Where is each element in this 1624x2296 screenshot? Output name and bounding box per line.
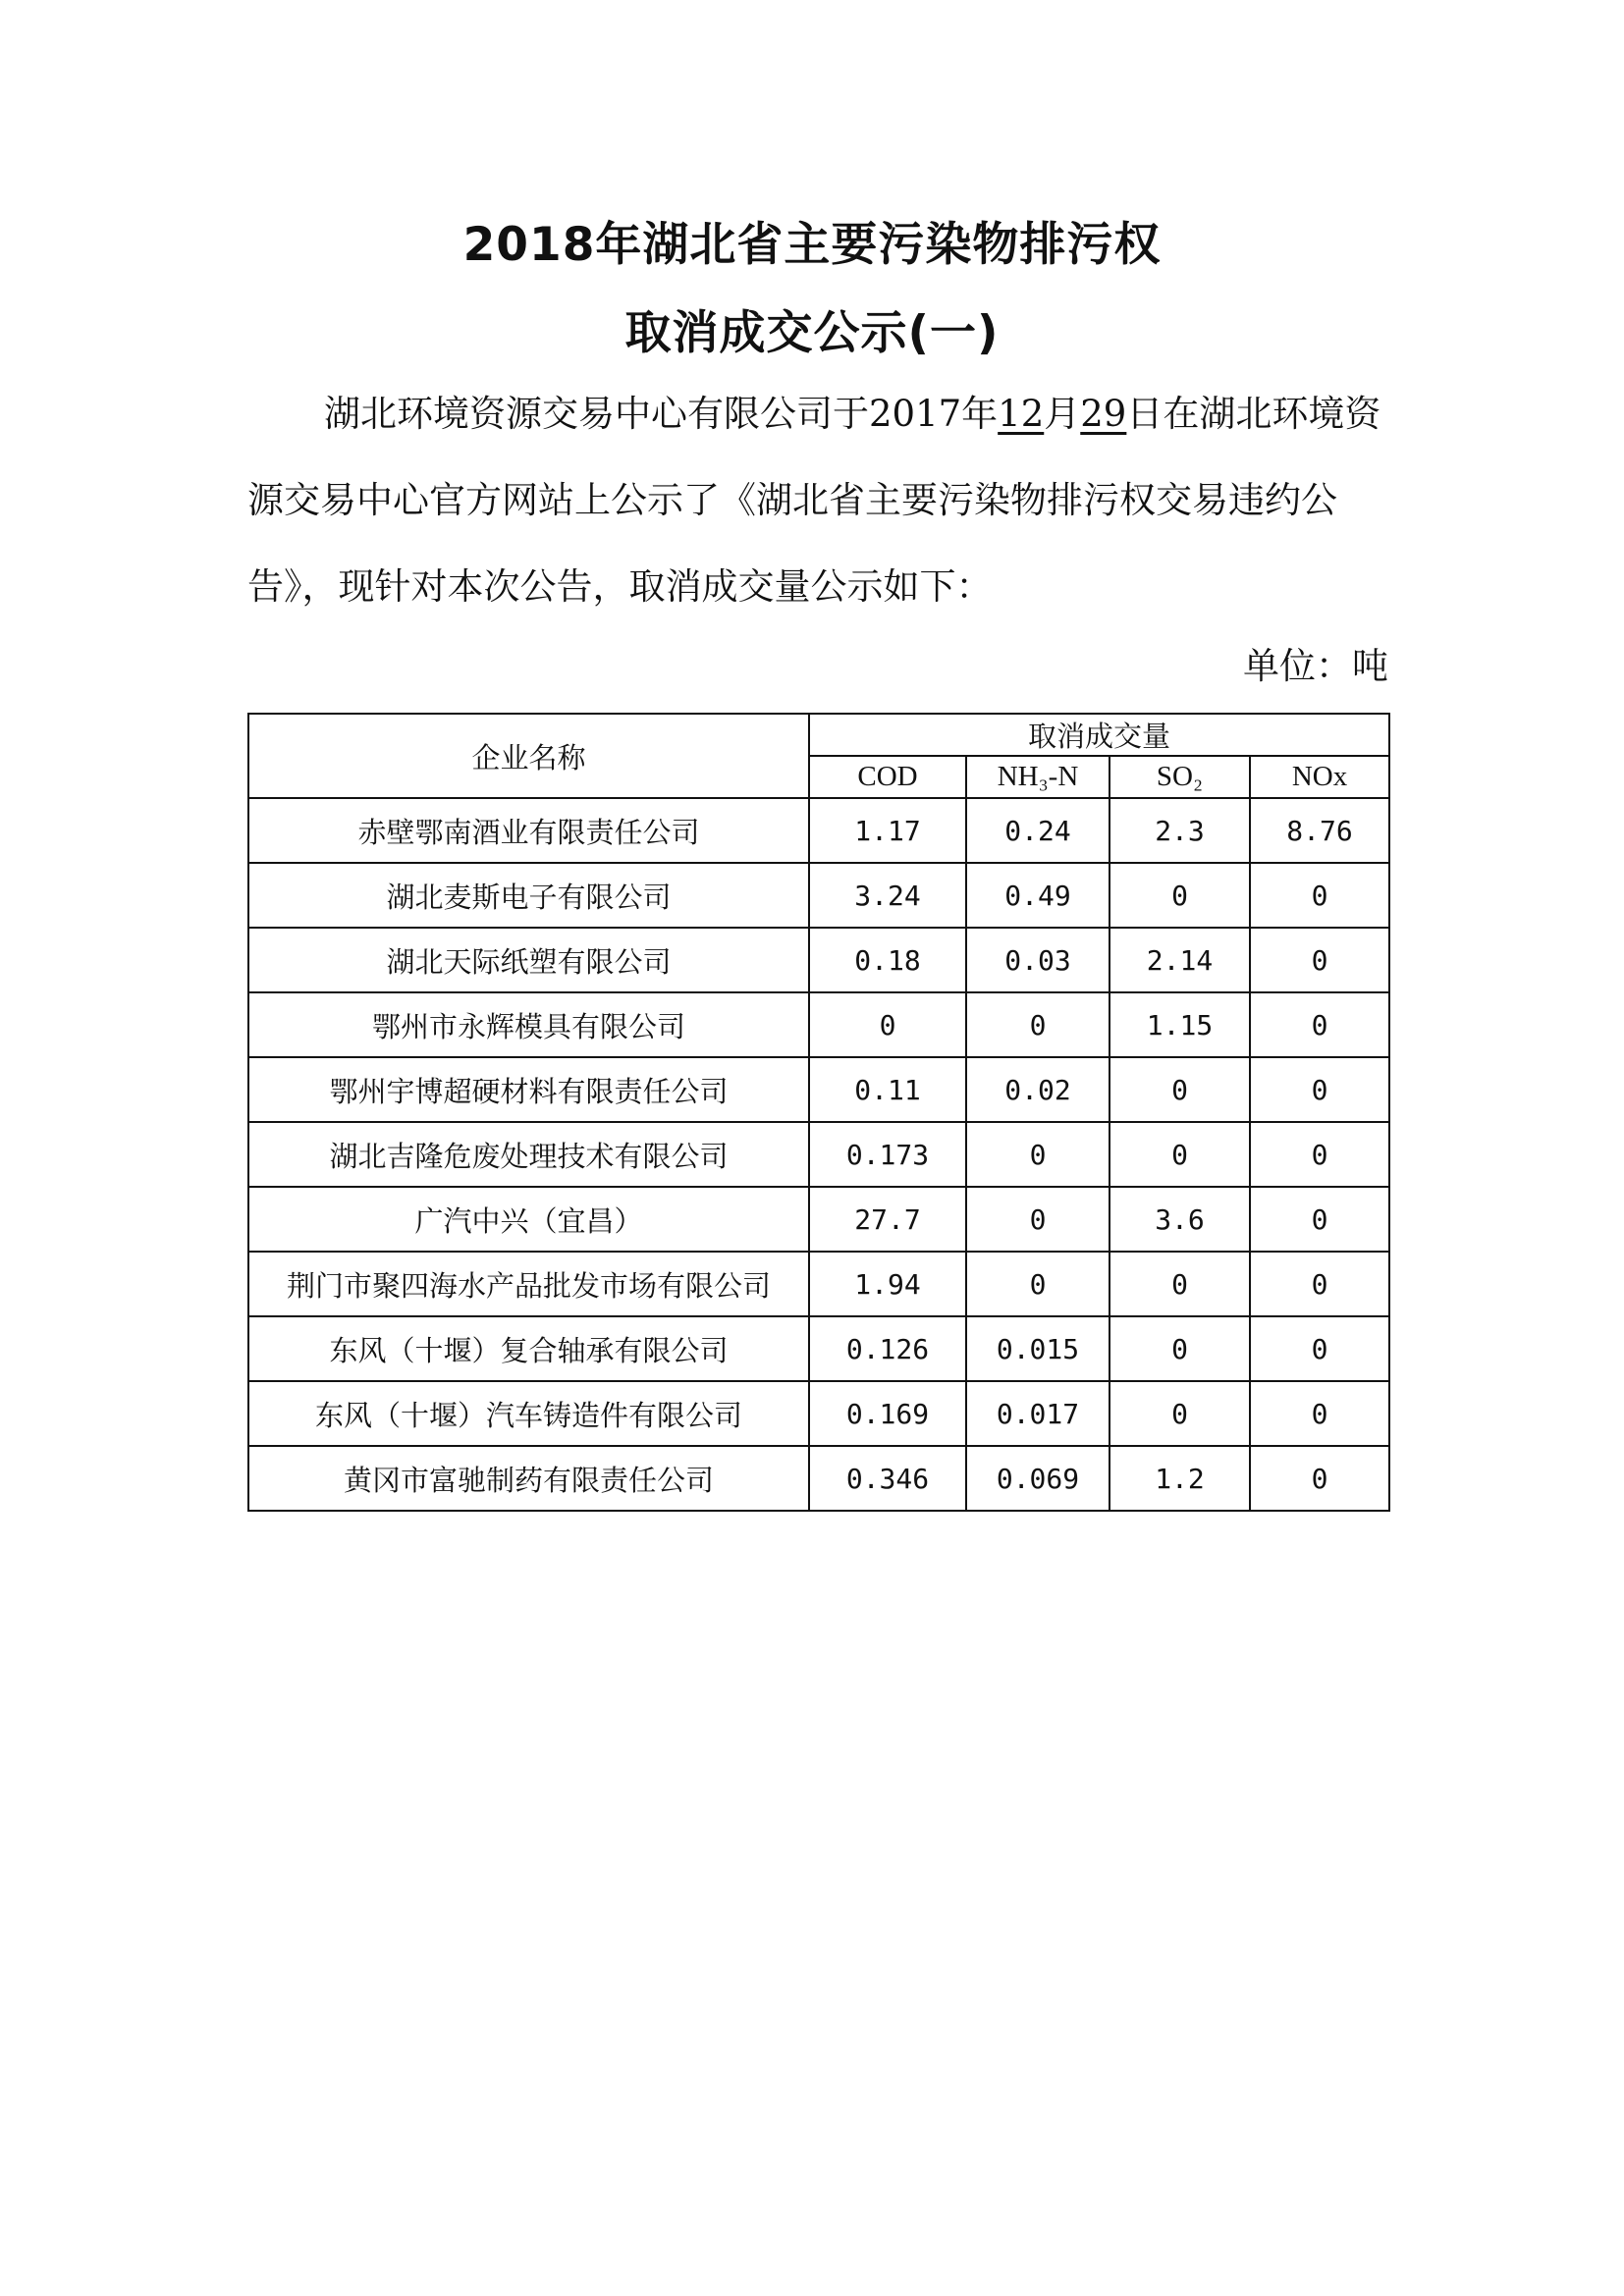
nox-cell: 0 xyxy=(1250,928,1389,992)
header-company-name: 企业名称 xyxy=(248,714,809,798)
nox-cell: 8.76 xyxy=(1250,798,1389,863)
nox-cell: 0 xyxy=(1250,1187,1389,1252)
nh3n-cell: 0.017 xyxy=(966,1381,1110,1446)
so2-cell: 0 xyxy=(1110,863,1250,928)
nh3n-cell: 0 xyxy=(966,1252,1110,1316)
company-name-cell: 东风（十堰）汽车铸造件有限公司 xyxy=(248,1381,809,1446)
nox-cell: 0 xyxy=(1250,1122,1389,1187)
cod-cell: 0.126 xyxy=(809,1316,966,1381)
cod-cell: 0.18 xyxy=(809,928,966,992)
nh3n-cell: 0 xyxy=(966,992,1110,1057)
company-name-cell: 黄冈市富驰制药有限责任公司 xyxy=(248,1446,809,1511)
cod-cell: 3.24 xyxy=(809,863,966,928)
table-row xyxy=(248,1446,1389,1511)
paragraph-month: 12 xyxy=(998,393,1045,435)
nox-cell: 0 xyxy=(1250,992,1389,1057)
nox-cell: 0 xyxy=(1250,1446,1389,1511)
company-name-cell: 湖北麦斯电子有限公司 xyxy=(248,863,809,928)
header-cancelled-volume: 取消成交量 xyxy=(809,714,1389,756)
nh3n-cell: 0.49 xyxy=(966,863,1110,928)
table-row xyxy=(248,928,1389,992)
cancellation-table xyxy=(247,713,1390,1512)
so2-cell: 1.15 xyxy=(1110,992,1250,1057)
intro-paragraph xyxy=(247,371,1386,630)
header-so2: SO₂ xyxy=(1110,756,1250,798)
nox-cell: 0 xyxy=(1250,863,1389,928)
cod-cell: 27.7 xyxy=(809,1187,966,1252)
so2-cell: 0 xyxy=(1110,1381,1250,1446)
table-row xyxy=(248,1187,1389,1252)
table-row xyxy=(248,798,1389,863)
nh3n-cell: 0.24 xyxy=(966,798,1110,863)
cod-cell: 1.94 xyxy=(809,1252,966,1316)
nh3n-cell: 0.069 xyxy=(966,1446,1110,1511)
so2-cell: 3.6 xyxy=(1110,1187,1250,1252)
company-name-cell: 广汽中兴（宜昌） xyxy=(248,1187,809,1252)
table-row xyxy=(248,863,1389,928)
table-row xyxy=(248,1122,1389,1187)
header-cod: COD xyxy=(809,756,966,798)
so2-cell: 0 xyxy=(1110,1057,1250,1122)
header-nh3n: NH₃-N xyxy=(966,756,1110,798)
cod-cell: 0.169 xyxy=(809,1381,966,1446)
so2-cell: 2.3 xyxy=(1110,798,1250,863)
so2-cell: 2.14 xyxy=(1110,928,1250,992)
so2-cell: 1.2 xyxy=(1110,1446,1250,1511)
company-name-cell: 鄂州宇博超硬材料有限责任公司 xyxy=(248,1057,809,1122)
nh3n-cell: 0.02 xyxy=(966,1057,1110,1122)
so2-cell: 0 xyxy=(1110,1122,1250,1187)
paragraph-text-1: 湖北环境资源交易中心有限公司于2017年 xyxy=(324,393,999,435)
company-name-cell: 东风（十堰）复合轴承有限公司 xyxy=(248,1316,809,1381)
unit-label: 单位：吨 xyxy=(1243,645,1388,687)
table-row xyxy=(248,1381,1389,1446)
nox-cell: 0 xyxy=(1250,1057,1389,1122)
cod-cell: 0.346 xyxy=(809,1446,966,1511)
cod-cell: 0.11 xyxy=(809,1057,966,1122)
nox-cell: 0 xyxy=(1250,1381,1389,1446)
nh3n-cell: 0 xyxy=(966,1187,1110,1252)
company-name-cell: 湖北吉隆危废处理技术有限公司 xyxy=(248,1122,809,1187)
cod-cell: 1.17 xyxy=(809,798,966,863)
company-name-cell: 荆门市聚四海水产品批发市场有限公司 xyxy=(248,1252,809,1316)
table-row xyxy=(248,1316,1389,1381)
document-title-line1: 2018年湖北省主要污染物排污权 xyxy=(462,218,1162,272)
table-row xyxy=(248,992,1389,1057)
paragraph-day: 29 xyxy=(1080,393,1127,435)
nox-cell: 0 xyxy=(1250,1316,1389,1381)
nh3n-cell: 0.03 xyxy=(966,928,1110,992)
cod-cell: 0.173 xyxy=(809,1122,966,1187)
so2-cell: 0 xyxy=(1110,1316,1250,1381)
table-row xyxy=(248,1057,1389,1122)
company-name-cell: 赤壁鄂南酒业有限责任公司 xyxy=(248,798,809,863)
header-nox: NOx xyxy=(1250,756,1389,798)
paragraph-text-2: 月 xyxy=(1044,393,1081,435)
cod-cell: 0 xyxy=(809,992,966,1057)
nox-cell: 0 xyxy=(1250,1252,1389,1316)
company-name-cell: 湖北天际纸塑有限公司 xyxy=(248,928,809,992)
so2-cell: 0 xyxy=(1110,1252,1250,1316)
company-name-cell: 鄂州市永辉模具有限公司 xyxy=(248,992,809,1057)
nh3n-cell: 0.015 xyxy=(966,1316,1110,1381)
table-row xyxy=(248,1252,1389,1316)
paragraph-text-3: 日在湖北环境资源交易中心官方网站上公示了《湖北省主要污染物排污权交易违约公告》，现针对本次公告，取消成交量公示如下： xyxy=(247,393,1381,608)
nh3n-cell: 0 xyxy=(966,1122,1110,1187)
document-title-line2: 取消成交公示(一) xyxy=(624,306,1000,360)
